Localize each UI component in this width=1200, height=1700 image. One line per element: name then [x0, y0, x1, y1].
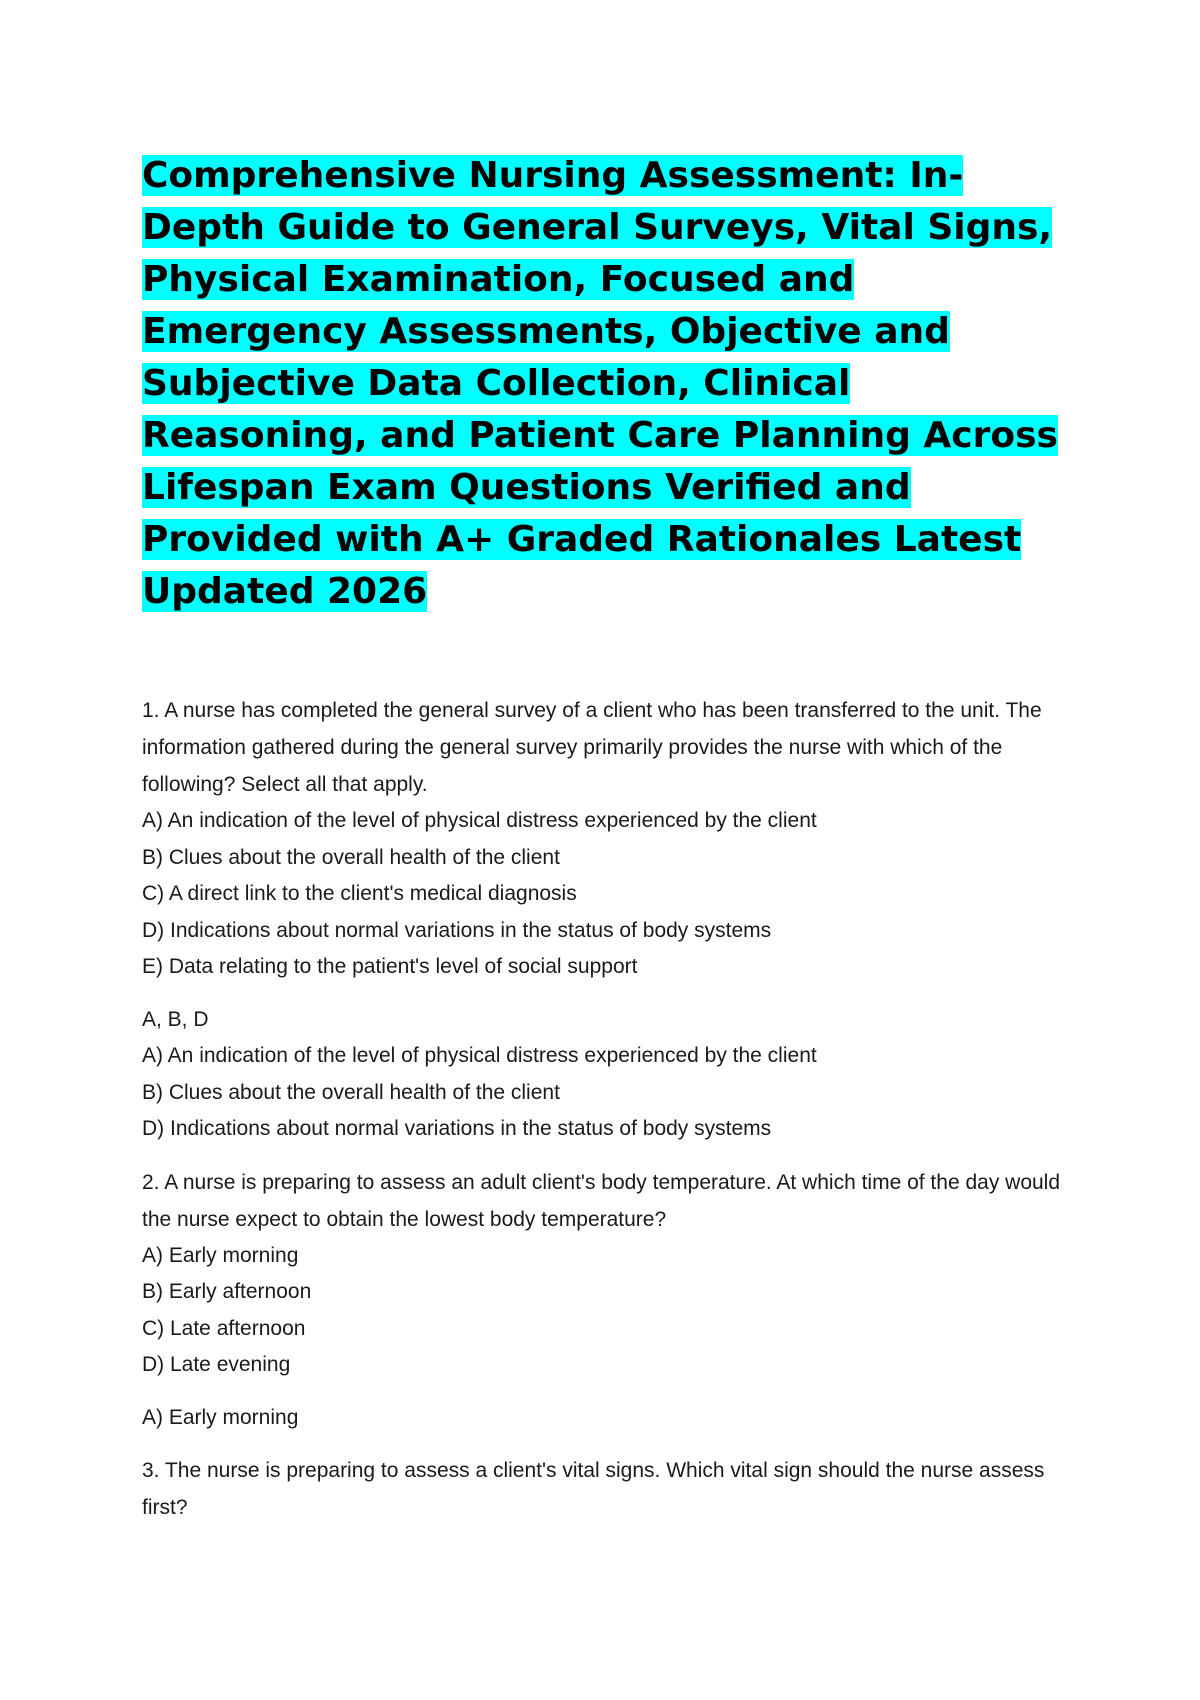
document-body — [142, 692, 1072, 1526]
question-2-text: 2. A nurse is preparing to assess an adult client's body temperature. At which time of the day would the nurse expect to obtain the lowest body temperature? — [142, 1170, 1061, 1231]
question-1-answer-detail-d: D) Indications about normal variations in the status of body systems — [142, 1117, 772, 1140]
question-1-option-b: B) Clues about the overall health of the client — [142, 845, 560, 869]
question-1-answer-key: A, B, D — [142, 1007, 209, 1031]
question-1-answer-detail-b: B) Clues about the overall health of the client — [142, 1080, 560, 1104]
question-2-option-a: A) Early morning — [142, 1243, 299, 1267]
question-3-text: 3. The nurse is preparing to assess a client's vital signs. Which vital sign should the nurse assess first? — [142, 1459, 1045, 1519]
question-2-answer-key: A) Early morning — [142, 1405, 299, 1429]
question-1-option-e: E) Data relating to the patient's level of social support — [142, 955, 638, 978]
question-2-option-b: B) Early afternoon — [142, 1280, 312, 1303]
question-3 — [142, 1452, 1072, 1526]
question-1-option-c: C) A direct link to the client's medical diagnosis — [142, 882, 577, 905]
title-highlight: Comprehensive Nursing Assessment: In-Depth Guide to General Surveys, Vital Signs, Physical Examination, Focused and Emergency Assessments, Objective and Subjective Data Collection, Clinical Reasoning, and Patient Care Planning Across Lifespan Exam Questions Verified and Provided with A+ Graded Rationales Latest Updated 2026 — [142, 155, 1058, 612]
question-1-answer — [142, 1002, 1072, 1148]
question-1-options — [142, 803, 1072, 986]
question-1-text: 1. A nurse has completed the general survey of a client who has been transferred to the unit. The information gathered during the general survey primarily provides the nurse with which of the following? Select all that apply. — [142, 699, 1042, 796]
question-1-option-d: D) Indications about normal variations in the status of body systems — [142, 918, 772, 942]
document-title — [142, 150, 1062, 618]
question-1-answer-detail-a: A) An indication of the level of physical distress experienced by the client — [142, 1044, 817, 1067]
question-2-answer — [142, 1400, 1072, 1437]
question-1-option-a: A) An indication of the level of physical distress experienced by the client — [142, 809, 817, 832]
question-2-option-c: C) Late afternoon — [142, 1316, 306, 1340]
question-2 — [142, 1164, 1072, 1437]
question-2-option-d: D) Late evening — [142, 1353, 291, 1376]
question-1 — [142, 692, 1072, 1148]
question-2-options — [142, 1238, 1072, 1384]
